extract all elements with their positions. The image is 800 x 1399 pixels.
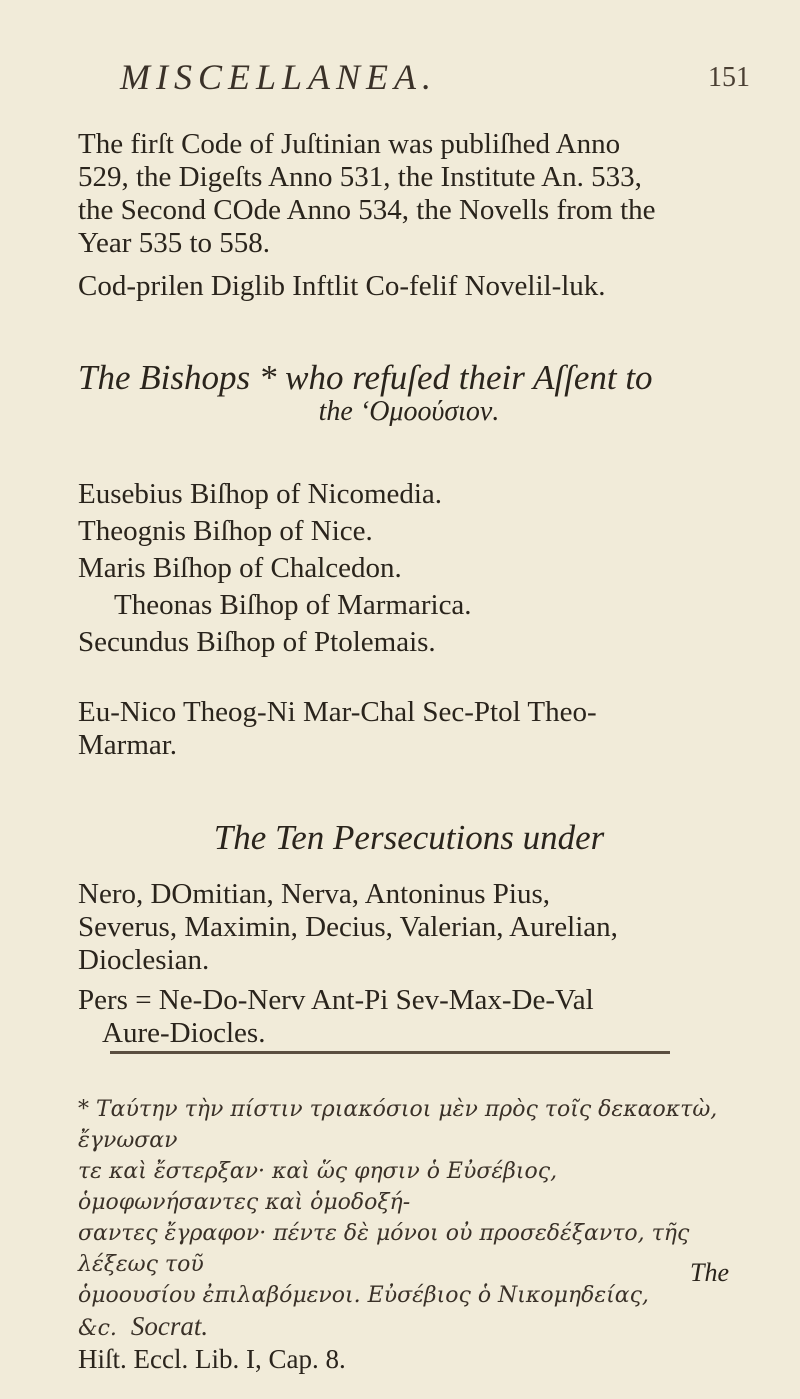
heading-line-2: the ‘Ομοούσιον. bbox=[318, 396, 500, 427]
footnote-greek-line: * Ταύτην τὴν πίστιν τριακόσιοι μὲν πρὸς τοῖς δεκαοκτὼ, ἔγνωσαν bbox=[78, 1097, 718, 1153]
mnemonic-line: Cod-prilen Diglib Inftlit Co-felif Novelil-luk. bbox=[78, 270, 606, 302]
footnote bbox=[78, 1094, 740, 1375]
mnemonic-line: Eu-Nico Theog-Ni Mar-Chal Sec-Ptol Theo- bbox=[78, 696, 597, 728]
list-item: Theonas Biſhop of Marmarica. bbox=[114, 589, 472, 621]
intro-line: 529, the Digeſts Anno 531, the Institute An. 533, bbox=[78, 161, 642, 193]
intro-line: the Second COde Anno 534, the Novells from the bbox=[78, 194, 656, 226]
mnemonic-code bbox=[78, 270, 740, 303]
list-item: Eusebius Biſhop of Nicomedia. bbox=[78, 478, 443, 510]
list-item: Theognis Biſhop of Nice. bbox=[78, 515, 373, 547]
footnote-source-tail: Socrat. bbox=[130, 1311, 209, 1341]
bishops-heading bbox=[78, 360, 740, 428]
heading-line: The Bishops * who refuſed their Aſſent to bbox=[78, 358, 653, 397]
footnote-greek-line bbox=[78, 1280, 740, 1344]
list-item: Secundus Biſhop of Ptolemais. bbox=[78, 626, 436, 658]
mnemonic-bishops bbox=[78, 696, 740, 762]
bishops-list bbox=[78, 476, 740, 661]
persecutions-heading bbox=[78, 820, 740, 856]
mnemonic-line: Pers = Ne-Do-Nerv Ant-Pi Sev-Max-De-Val bbox=[78, 984, 594, 1016]
footnote-greek-line: τε καὶ ἔστερξαν· καὶ ὥς φησιν ὁ Εὐσέβιος, ὁμοφωνήσαντες καὶ ὁμοδοξή- bbox=[78, 1159, 558, 1215]
emperors-line: Dioclesian. bbox=[78, 944, 210, 976]
heading-line: The Ten Persecutions under bbox=[213, 818, 605, 857]
emperors-line: Severus, Maximin, Decius, Valerian, Aurelian, bbox=[78, 911, 618, 943]
footnote-greek-line: σαντες ἔγραφον· πέντε δὲ μόνοι οὐ προσεδέξαντο, τῆς λέξεως τοῦ bbox=[78, 1221, 690, 1277]
intro-line: The firſt Code of Juſtinian was publiſhed Anno bbox=[78, 128, 621, 160]
footnote-source: Hiſt. Eccl. Lib. I, Cap. 8. bbox=[78, 1344, 346, 1374]
divider-rule bbox=[110, 1051, 670, 1054]
page-number: 151 bbox=[708, 62, 750, 93]
mnemonic-line: Marmar. bbox=[78, 729, 178, 761]
intro-line: Year 535 to 558. bbox=[78, 227, 270, 259]
mnemonic-line: Aure-Diocles. bbox=[102, 1017, 266, 1049]
intro-paragraph bbox=[78, 128, 740, 260]
running-header bbox=[0, 56, 800, 104]
footnote-greek-line-text: ὁμοουσίου ἐπιλαβόμενοι. Εὐσέβιος ὁ Νικομηδείας, &c. bbox=[78, 1283, 649, 1341]
running-title: MISCELLANEA. bbox=[120, 57, 438, 97]
emperors-line: Nero, DOmitian, Nerva, Antoninus Pius, bbox=[78, 878, 551, 910]
mnemonic-persecutions bbox=[78, 984, 740, 1050]
list-item: Maris Biſhop of Chalcedon. bbox=[78, 552, 402, 584]
catchword: The bbox=[690, 1258, 729, 1287]
emperors-list bbox=[78, 878, 740, 977]
